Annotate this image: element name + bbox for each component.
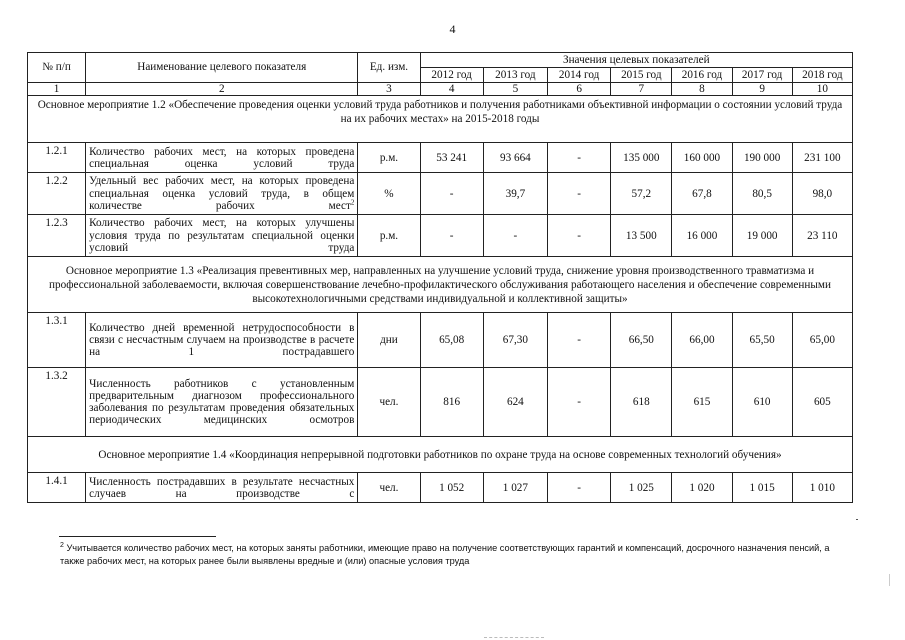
row-number: 1.3.1	[28, 313, 86, 368]
table-row	[28, 313, 853, 368]
header-year: 2014 год	[548, 68, 611, 83]
value-cell: 618	[611, 368, 672, 437]
value-cell: 16 000	[672, 215, 732, 257]
value-cell: 605	[792, 368, 852, 437]
value-cell: 13 500	[611, 215, 672, 257]
value-cell: -	[420, 215, 483, 257]
value-cell: 39,7	[483, 173, 547, 215]
footnote-separator	[59, 536, 216, 537]
column-number: 3	[358, 83, 420, 96]
section-title-1-3: Основное мероприятие 1.3 «Реализация превентивных мер, направленных на улучшение условий труда, снижение уровня производственного травматизма и профессиональной заболеваемости, включая совершенствование лечебно-профилактического обслуживания работающего населения и обеспечение современными высокотехнологичными средствами индивидуальной и коллективной защиты»	[28, 257, 853, 313]
table-row	[28, 143, 853, 173]
column-numbering-row	[28, 83, 853, 96]
indicator-name: Численность пострадавших в результате несчастных случаев на производстве с	[86, 473, 358, 503]
column-number: 6	[548, 83, 611, 96]
header-num: № п/п	[28, 53, 86, 83]
value-cell: -	[548, 143, 611, 173]
unit-cell: чел.	[358, 368, 420, 437]
value-cell: 67,30	[483, 313, 547, 368]
column-number: 4	[420, 83, 483, 96]
value-cell: -	[548, 313, 611, 368]
value-cell: 98,0	[792, 173, 852, 215]
indicator-name: Количество дней временной нетрудоспособности в связи с несчастным случаем на производстве в расчете на 1 пострадавшего	[86, 313, 358, 368]
value-cell: 1 027	[483, 473, 547, 503]
table-row	[28, 473, 853, 503]
value-cell: 615	[672, 368, 732, 437]
value-cell: 66,00	[672, 313, 732, 368]
value-cell: 610	[732, 368, 792, 437]
row-number: 1.4.1	[28, 473, 86, 503]
value-cell: 23 110	[792, 215, 852, 257]
value-cell: 19 000	[732, 215, 792, 257]
value-cell: 65,00	[792, 313, 852, 368]
value-cell: 1 015	[732, 473, 792, 503]
value-cell: 231 100	[792, 143, 852, 173]
indicator-name-cell	[86, 173, 358, 215]
section-row	[28, 96, 853, 143]
section-title-1-2: Основное мероприятие 1.2 «Обеспечение проведения оценки условий труда работников и получения работниками объективной информации о состоянии условий труда на их рабочих местах» на 2015-2018 годы	[28, 96, 853, 143]
column-number: 7	[611, 83, 672, 96]
value-cell: 57,2	[611, 173, 672, 215]
value-cell: 80,5	[732, 173, 792, 215]
value-cell: 1 052	[420, 473, 483, 503]
targets-table	[27, 52, 853, 503]
column-number: 5	[483, 83, 547, 96]
row-number: 1.2.3	[28, 215, 86, 257]
table-row	[28, 368, 853, 437]
value-cell: 66,50	[611, 313, 672, 368]
header-year: 2012 год	[420, 68, 483, 83]
column-number: 9	[732, 83, 792, 96]
unit-cell: р.м.	[358, 143, 420, 173]
footnote	[60, 542, 850, 568]
value-cell: 160 000	[672, 143, 732, 173]
unit-cell: дни	[358, 313, 420, 368]
column-number: 8	[672, 83, 732, 96]
value-cell: 1 020	[672, 473, 732, 503]
footnote-text: Учитывается количество рабочих мест, на которых заняты работники, имеющие право на получение соответствующих гарантий и компенсаций, досрочного назначения пенсий, а также рабочих мест, на которых ранее были выявлены вредные и (или) опасные условия труда	[60, 543, 830, 566]
value-cell: 190 000	[732, 143, 792, 173]
header-row-top	[28, 53, 853, 68]
row-number: 1.2.1	[28, 143, 86, 173]
column-number: 1	[28, 83, 86, 96]
indicator-name: Удельный вес рабочих мест, на которых проведена специальная оценка условий труда, в общем количестве рабочих мест	[89, 175, 355, 212]
value-cell: 65,08	[420, 313, 483, 368]
value-cell: 53 241	[420, 143, 483, 173]
value-cell: -	[483, 215, 547, 257]
header-unit: Ед. изм.	[358, 53, 420, 83]
header-values-title: Значения целевых показателей	[420, 53, 852, 68]
unit-cell: чел.	[358, 473, 420, 503]
value-cell: 135 000	[611, 143, 672, 173]
section-row	[28, 437, 853, 473]
table-row	[28, 215, 853, 257]
unit-cell: %	[358, 173, 420, 215]
value-cell: 624	[483, 368, 547, 437]
indicator-name: Численность работников с установленным предварительным диагнозом профессионального заболевания по результатам проведения обязательных периодических медицинских осмотров	[86, 368, 358, 437]
unit-cell: р.м.	[358, 215, 420, 257]
page-number: 4	[449, 22, 456, 36]
value-cell: 1 025	[611, 473, 672, 503]
footnote-marker: 2	[60, 541, 64, 549]
indicator-name: Количество рабочих мест, на которых улучшены условия труда по результатам специальной оценки условий труда	[86, 215, 358, 257]
header-year: 2018 год	[792, 68, 852, 83]
table-row	[28, 173, 853, 215]
value-cell: -	[548, 173, 611, 215]
value-cell: 816	[420, 368, 483, 437]
column-number: 2	[86, 83, 358, 96]
value-cell: 67,8	[672, 173, 732, 215]
column-number: 10	[792, 83, 852, 96]
value-cell: 1 010	[792, 473, 852, 503]
header-year: 2013 год	[483, 68, 547, 83]
value-cell: 93 664	[483, 143, 547, 173]
value-cell: 65,50	[732, 313, 792, 368]
footnote-reference: 2	[350, 198, 355, 207]
header-year: 2017 год	[732, 68, 792, 83]
section-row	[28, 257, 853, 313]
scan-artifact	[889, 574, 890, 586]
row-number: 1.2.2	[28, 173, 86, 215]
header-year: 2016 год	[672, 68, 732, 83]
section-title-1-4: Основное мероприятие 1.4 «Координация непрерывной подготовки работников по охране труда на основе современных технологий обучения»	[28, 437, 853, 473]
value-cell: -	[420, 173, 483, 215]
scan-artifact	[856, 519, 858, 520]
header-name: Наименование целевого показателя	[86, 53, 358, 83]
scan-artifact	[484, 637, 544, 638]
value-cell: -	[548, 215, 611, 257]
row-number: 1.3.2	[28, 368, 86, 437]
value-cell: -	[548, 473, 611, 503]
header-year: 2015 год	[611, 68, 672, 83]
indicator-name: Количество рабочих мест, на которых проведена специальная оценка условий труда	[86, 143, 358, 173]
value-cell: -	[548, 368, 611, 437]
